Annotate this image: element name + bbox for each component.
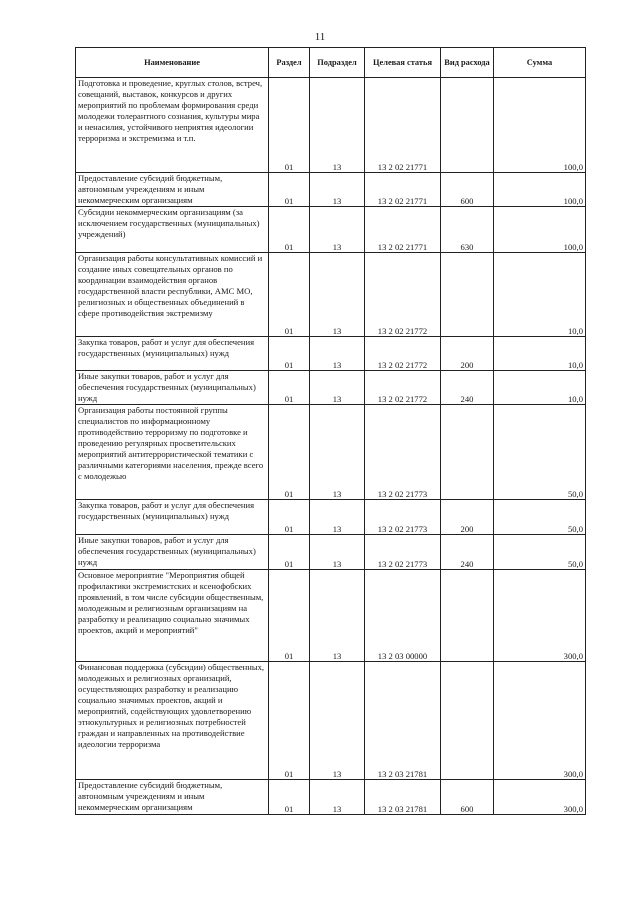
- header-razdel: Раздел: [269, 48, 310, 78]
- row-vid: [441, 78, 494, 173]
- row-razdel: 01: [269, 500, 310, 535]
- row-name: Предоставление субсидий бюджетным, автономным учреждениям и иным некоммерческим организациям: [76, 173, 269, 207]
- row-podrazdel: 13: [310, 253, 365, 337]
- row-summa: 300,0: [494, 780, 586, 815]
- table-row: [76, 253, 586, 337]
- row-vid: [441, 662, 494, 780]
- row-razdel: 01: [269, 405, 310, 500]
- row-podrazdel: 13: [310, 371, 365, 405]
- table-row: [76, 662, 586, 780]
- row-name: Иные закупки товаров, работ и услуг для обеспечения государственных (муниципальных) нужд: [76, 371, 269, 405]
- row-statya: 13 2 02 21773: [365, 500, 441, 535]
- row-name: Организация работы постоянной группы специалистов по информационному противодействию терроризму по подготовке и проведению регулярных просветительских мероприятий антитеррористической тематики с различными категориями населения, прежде всего с молодежью: [76, 405, 269, 500]
- row-name: Основное мероприятие "Мероприятия общей профилактики экстремистских и ксенофобских проявлений, в том числе субсидии общественным, молодежным и религиозным организациям на разработку и реализацию социально значимых проектов, акций и мероприятий": [76, 570, 269, 662]
- row-vid: [441, 253, 494, 337]
- header-row: [76, 48, 586, 78]
- table-row: [76, 570, 586, 662]
- row-summa: 50,0: [494, 500, 586, 535]
- row-podrazdel: 13: [310, 570, 365, 662]
- row-razdel: 01: [269, 207, 310, 253]
- row-vid: 600: [441, 780, 494, 815]
- row-podrazdel: 13: [310, 662, 365, 780]
- row-vid: [441, 405, 494, 500]
- row-razdel: 01: [269, 173, 310, 207]
- table-row: [76, 405, 586, 500]
- row-summa: 10,0: [494, 253, 586, 337]
- row-name: Субсидии некоммерческим организациям (за исключением государственных (муниципальных) учреждений): [76, 207, 269, 253]
- row-name: Иные закупки товаров, работ и услуг для обеспечения государственных (муниципальных) нужд: [76, 535, 269, 570]
- row-summa: 100,0: [494, 173, 586, 207]
- row-name: Предоставление субсидий бюджетным, автономным учреждениям и иным некоммерческим организациям: [76, 780, 269, 815]
- header-podrazdel: Подраздел: [310, 48, 365, 78]
- row-name: Подготовка и проведение, круглых столов, встреч, совещаний, выставок, конкурсов и других мероприятий по проблемам формирования среди молодежи толерантного сознания, культуры мира и ненасилия, устойчивого неприятия идеологии терроризма и экстремизма и т.п.: [76, 78, 269, 173]
- row-vid: 240: [441, 535, 494, 570]
- table-row: [76, 535, 586, 570]
- row-podrazdel: 13: [310, 405, 365, 500]
- row-podrazdel: 13: [310, 207, 365, 253]
- header-statya: Целевая статья: [365, 48, 441, 78]
- row-vid: 200: [441, 337, 494, 371]
- row-summa: 100,0: [494, 207, 586, 253]
- row-statya: 13 2 02 21772: [365, 337, 441, 371]
- row-razdel: 01: [269, 371, 310, 405]
- budget-table: [75, 47, 586, 815]
- row-vid: 630: [441, 207, 494, 253]
- row-statya: 13 2 02 21773: [365, 535, 441, 570]
- page-number: 11: [314, 31, 326, 43]
- row-statya: 13 2 03 00000: [365, 570, 441, 662]
- table-row: [76, 780, 586, 815]
- row-summa: 100,0: [494, 78, 586, 173]
- table-row: [76, 337, 586, 371]
- header-summa: Сумма: [494, 48, 586, 78]
- row-vid: [441, 570, 494, 662]
- row-razdel: 01: [269, 662, 310, 780]
- row-vid: 200: [441, 500, 494, 535]
- row-razdel: 01: [269, 535, 310, 570]
- table-row: [76, 207, 586, 253]
- table-row: [76, 173, 586, 207]
- row-podrazdel: 13: [310, 780, 365, 815]
- row-statya: 13 2 02 21771: [365, 207, 441, 253]
- row-razdel: 01: [269, 780, 310, 815]
- row-razdel: 01: [269, 337, 310, 371]
- row-podrazdel: 13: [310, 337, 365, 371]
- row-name: Закупка товаров, работ и услуг для обеспечения государственных (муниципальных) нужд: [76, 500, 269, 535]
- row-name: Организация работы консультативных комиссий и создание иных совещательных органов по координации взаимодействия органов государственной власти республики, АМС МО, религиозных и общественных объединений в сфере противодействия экстремизму: [76, 253, 269, 337]
- row-statya: 13 2 03 21781: [365, 780, 441, 815]
- row-statya: 13 2 02 21771: [365, 78, 441, 173]
- table-row: [76, 500, 586, 535]
- header-vid: Вид расхода: [441, 48, 494, 78]
- row-summa: 300,0: [494, 570, 586, 662]
- table-row: [76, 78, 586, 173]
- row-statya: 13 2 03 21781: [365, 662, 441, 780]
- row-summa: 50,0: [494, 535, 586, 570]
- row-razdel: 01: [269, 570, 310, 662]
- row-podrazdel: 13: [310, 78, 365, 173]
- row-vid: 600: [441, 173, 494, 207]
- row-podrazdel: 13: [310, 173, 365, 207]
- row-statya: 13 2 02 21772: [365, 371, 441, 405]
- row-summa: 10,0: [494, 337, 586, 371]
- row-summa: 10,0: [494, 371, 586, 405]
- row-vid: 240: [441, 371, 494, 405]
- header-name: Наименование: [76, 48, 269, 78]
- row-summa: 300,0: [494, 662, 586, 780]
- row-statya: 13 2 02 21773: [365, 405, 441, 500]
- row-podrazdel: 13: [310, 500, 365, 535]
- row-statya: 13 2 02 21772: [365, 253, 441, 337]
- row-podrazdel: 13: [310, 535, 365, 570]
- row-name: Закупка товаров, работ и услуг для обеспечения государственных (муниципальных) нужд: [76, 337, 269, 371]
- row-statya: 13 2 02 21771: [365, 173, 441, 207]
- row-summa: 50,0: [494, 405, 586, 500]
- row-razdel: 01: [269, 78, 310, 173]
- table-row: [76, 371, 586, 405]
- row-name: Финансовая поддержка (субсидии) общественных, молодежных и религиозных организаций, осуществляющих разработку и реализацию социально значимых проектов, акций и мероприятий, содействующих удовлетворению этнокультурных и религиозных потребностей граждан и направленных на противодействие идеологии терроризма: [76, 662, 269, 780]
- row-razdel: 01: [269, 253, 310, 337]
